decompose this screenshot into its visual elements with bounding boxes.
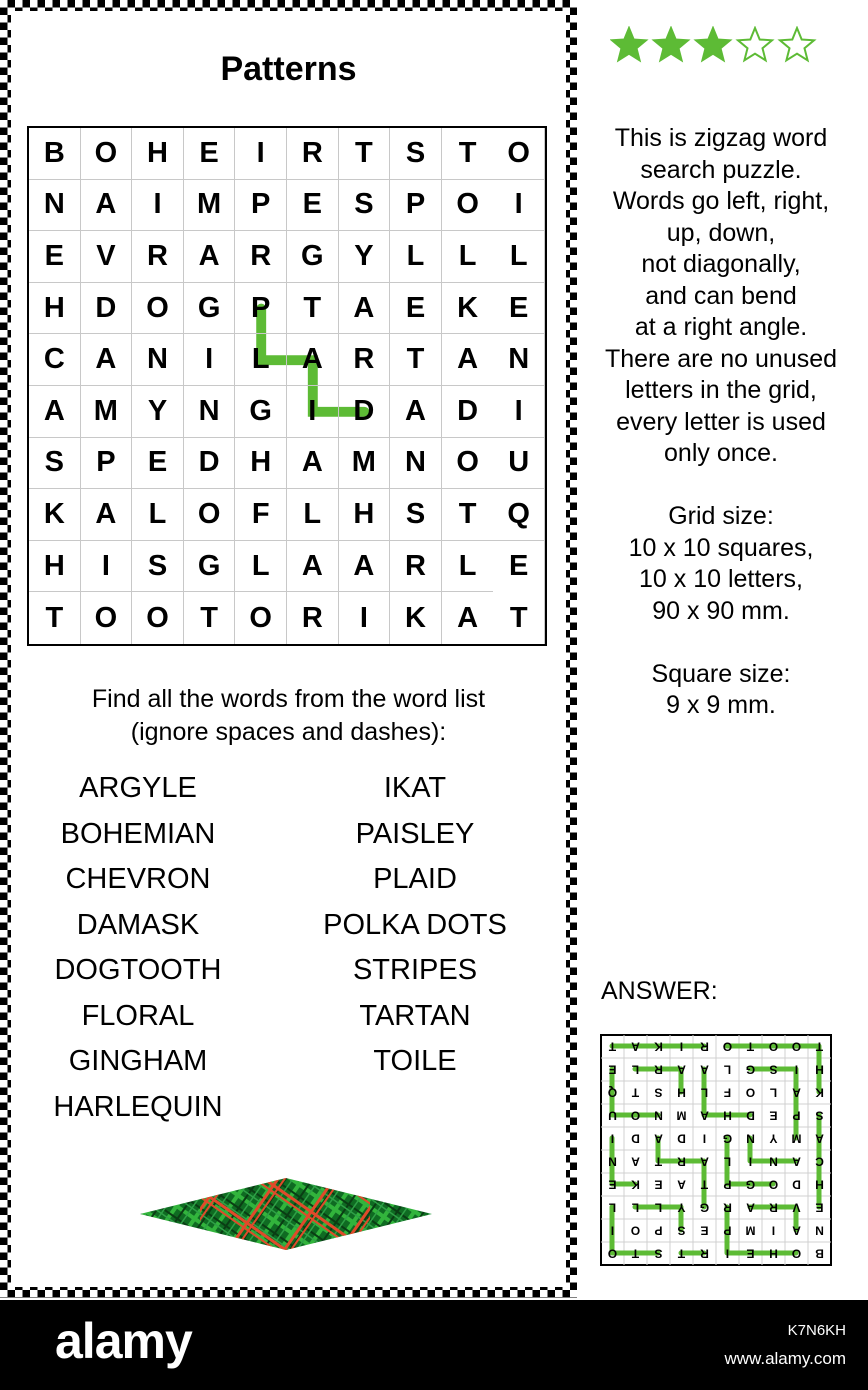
- word-list-item: TARTAN: [359, 999, 471, 1032]
- answer-cell-letter: B: [815, 1246, 824, 1261]
- answer-cell-letter: O: [791, 1039, 802, 1054]
- answer-cell-letter: A: [677, 1062, 686, 1077]
- answer-cell-letter: S: [769, 1062, 778, 1077]
- grid-cell[interactable]: S: [390, 128, 442, 180]
- grid-cell[interactable]: T: [442, 128, 494, 180]
- answer-cell-letter: L: [723, 1154, 732, 1169]
- grid-cell[interactable]: O: [493, 128, 545, 180]
- grid-cell[interactable]: G: [184, 541, 236, 593]
- grid-cell[interactable]: A: [81, 489, 133, 541]
- answer-cell-letter: K: [631, 1177, 640, 1192]
- grid-cell[interactable]: A: [390, 386, 442, 438]
- grid-cell[interactable]: E: [390, 283, 442, 335]
- answer-cell-letter: R: [769, 1200, 778, 1215]
- answer-cell-letter: L: [631, 1200, 640, 1215]
- difficulty-rating: [610, 26, 822, 71]
- star-filled-icon: [612, 28, 646, 60]
- answer-cell-letter: T: [746, 1039, 755, 1054]
- rules-line: 90 x 90 mm.: [652, 596, 790, 625]
- answer-cell-letter: I: [748, 1154, 753, 1169]
- grid-cell[interactable]: Y: [132, 386, 184, 438]
- grid-cell[interactable]: K: [442, 283, 494, 335]
- grid-cell[interactable]: A: [184, 231, 236, 283]
- answer-cell-letter: E: [608, 1177, 617, 1192]
- rules-line: search puzzle.: [640, 155, 802, 184]
- answer-cell-letter: C: [815, 1154, 824, 1169]
- answer-cell-letter: Y: [769, 1131, 778, 1146]
- grid-cell[interactable]: T: [287, 283, 339, 335]
- grid-cell[interactable]: P: [81, 438, 133, 490]
- word-list-item: HARLEQUIN: [53, 1090, 223, 1123]
- grid-cell[interactable]: K: [390, 592, 442, 644]
- answer-cell-letter: N: [815, 1223, 824, 1238]
- answer-cell-letter: E: [700, 1223, 709, 1238]
- rules-line: Words go left, right,: [612, 187, 830, 215]
- grid-cell[interactable]: Y: [339, 231, 391, 283]
- answer-cell-letter: M: [676, 1108, 687, 1123]
- grid-cell[interactable]: R: [339, 334, 391, 386]
- grid-cell[interactable]: F: [235, 489, 287, 541]
- answer-cell-letter: N: [746, 1131, 755, 1146]
- answer-cell-letter: Y: [677, 1200, 686, 1215]
- grid-cell[interactable]: S: [390, 489, 442, 541]
- rules-line: 10 x 10 letters,: [639, 565, 803, 593]
- answer-cell-letter: O: [791, 1246, 802, 1261]
- word-list-item: TOILE: [373, 1045, 457, 1077]
- grid-cell[interactable]: L: [442, 541, 494, 593]
- answer-cell-letter: R: [700, 1039, 709, 1054]
- answer-cell-letter: V: [792, 1200, 801, 1215]
- grid-cell[interactable]: E: [132, 438, 184, 490]
- grid-cell[interactable]: L: [442, 231, 494, 283]
- puzzle-title: Patterns: [220, 50, 357, 88]
- grid-cell[interactable]: E: [184, 128, 236, 180]
- answer-cell-letter: T: [654, 1154, 663, 1169]
- grid-cell[interactable]: A: [287, 334, 339, 386]
- answer-cell-letter: O: [607, 1246, 618, 1261]
- answer-cell-letter: A: [700, 1154, 709, 1169]
- grid-cell[interactable]: A: [442, 334, 494, 386]
- grid-cell[interactable]: D: [81, 283, 133, 335]
- answer-cell-letter: S: [654, 1246, 663, 1261]
- answer-cell-letter: S: [677, 1223, 686, 1238]
- answer-cell-letter: N: [608, 1154, 617, 1169]
- word-list-item: PLAID: [305, 857, 525, 903]
- grid-cell[interactable]: O: [442, 180, 494, 232]
- grid-cell[interactable]: A: [339, 283, 391, 335]
- grid-cell[interactable]: B: [29, 128, 81, 180]
- answer-cell-letter: H: [723, 1108, 732, 1123]
- answer-cell-letter: L: [723, 1062, 732, 1077]
- answer-cell-letter: I: [610, 1223, 615, 1238]
- answer-cell-letter: H: [769, 1246, 778, 1261]
- answer-cell-letter: I: [725, 1246, 730, 1261]
- grid-cell[interactable]: M: [81, 386, 133, 438]
- star-empty-icon: [780, 28, 814, 60]
- word-list-item: CHEVRON: [65, 863, 211, 895]
- answer-cell-letter: M: [745, 1223, 756, 1238]
- answer-cell-letter: D: [677, 1131, 686, 1146]
- watermark-image-id: K7N6KH: [787, 1322, 846, 1339]
- answer-cell-letter: A: [746, 1200, 755, 1215]
- grid-cell[interactable]: H: [132, 128, 184, 180]
- answer-grid-image: [600, 1034, 832, 1266]
- answer-cell-letter: G: [745, 1062, 756, 1077]
- word-list-item: IKAT: [383, 772, 447, 804]
- grid-cell[interactable]: T: [493, 592, 545, 644]
- answer-cell-letter: M: [791, 1131, 802, 1146]
- answer-cell-letter: A: [654, 1131, 663, 1146]
- grid-cell[interactable]: D: [184, 438, 236, 490]
- answer-cell-letter: G: [722, 1131, 733, 1146]
- answer-cell-letter: E: [654, 1177, 663, 1192]
- grid-cell[interactable]: H: [235, 438, 287, 490]
- answer-cell-letter: D: [631, 1131, 640, 1146]
- grid-cell[interactable]: E: [29, 231, 81, 283]
- word-list-item: BOHEMIAN: [60, 817, 216, 850]
- word-list-item: PAISLEY: [355, 817, 475, 850]
- grid-cell[interactable]: N: [132, 334, 184, 386]
- grid-cell[interactable]: R: [287, 128, 339, 180]
- grid-cell[interactable]: N: [390, 438, 442, 490]
- answer-cell-letter: D: [792, 1177, 801, 1192]
- grid-cell[interactable]: D: [339, 386, 391, 438]
- grid-cell[interactable]: T: [339, 128, 391, 180]
- grid-cell[interactable]: R: [287, 592, 339, 644]
- grid-cell[interactable]: E: [493, 541, 545, 593]
- grid-cell[interactable]: H: [29, 541, 81, 593]
- grid-cell[interactable]: T: [442, 489, 494, 541]
- grid-cell[interactable]: P: [390, 180, 442, 232]
- answer-cell-letter: R: [677, 1154, 686, 1169]
- answer-cell-letter: K: [654, 1039, 663, 1054]
- instructions-line-1: Find all the words from the word list: [91, 685, 486, 713]
- answer-cell-letter: E: [746, 1246, 755, 1261]
- rules-text: [588, 123, 854, 722]
- grid-cell[interactable]: H: [29, 283, 81, 335]
- instructions-line-2: (ignore spaces and dashes):: [130, 718, 447, 746]
- grid-cell[interactable]: A: [287, 438, 339, 490]
- rules-line: There are no unused: [604, 344, 838, 373]
- rules-line: at a right angle.: [634, 313, 808, 341]
- grid-cell[interactable]: S: [339, 180, 391, 232]
- rules-line: every letter is used: [616, 407, 826, 436]
- answer-cell-letter: A: [792, 1223, 801, 1238]
- answer-cell-letter: F: [723, 1085, 732, 1100]
- answer-cell-letter: A: [815, 1131, 824, 1146]
- rules-line: only once.: [664, 439, 778, 467]
- rules-line: 10 x 10 squares,: [628, 533, 814, 562]
- grid-cell[interactable]: A: [29, 386, 81, 438]
- answer-cell-letter: O: [722, 1039, 733, 1054]
- answer-cell-letter: T: [677, 1246, 686, 1261]
- answer-cell-letter: O: [768, 1039, 779, 1054]
- grid-cell[interactable]: A: [339, 541, 391, 593]
- grid-cell[interactable]: N: [29, 180, 81, 232]
- grid-cell[interactable]: R: [132, 231, 184, 283]
- rules-line: Grid size:: [668, 502, 774, 530]
- word-list-item: STRIPES: [352, 954, 478, 986]
- grid-cell[interactable]: H: [339, 489, 391, 541]
- grid-cell[interactable]: G: [235, 386, 287, 438]
- answer-cell-letter: A: [700, 1108, 709, 1123]
- word-list-item: GINGHAM: [68, 1045, 208, 1077]
- rules-line: letters in the grid,: [625, 376, 817, 404]
- answer-cell-letter: N: [769, 1154, 778, 1169]
- answer-cell-letter: L: [700, 1085, 709, 1100]
- grid-cell[interactable]: G: [287, 231, 339, 283]
- word-list-item: DAMASK: [76, 908, 200, 941]
- answer-cell-letter: T: [631, 1246, 640, 1261]
- grid-cell[interactable]: L: [235, 541, 287, 593]
- answer-cell-letter: S: [815, 1108, 824, 1123]
- answer-cell-letter: T: [815, 1039, 824, 1054]
- answer-cell-letter: N: [654, 1108, 663, 1123]
- answer-cell-letter: I: [794, 1062, 799, 1077]
- rules-line: Square size:: [651, 659, 791, 688]
- answer-cell-letter: S: [654, 1085, 663, 1100]
- grid-cell[interactable]: I: [339, 592, 391, 644]
- rules-line: not diagonally,: [641, 250, 801, 278]
- answer-cell-letter: L: [631, 1062, 640, 1077]
- answer-label: ANSWER:: [601, 977, 718, 1005]
- answer-cell-letter: T: [608, 1039, 617, 1054]
- grid-cell[interactable]: G: [184, 283, 236, 335]
- answer-cell-letter: P: [723, 1177, 732, 1192]
- rules-line: [588, 627, 854, 659]
- grid-cell[interactable]: M: [339, 438, 391, 490]
- watermark-url: www.alamy.com: [724, 1349, 846, 1368]
- tartan-swatch-image: [140, 1178, 432, 1250]
- grid-cell[interactable]: O: [81, 128, 133, 180]
- answer-cell-letter: I: [702, 1131, 707, 1146]
- answer-cell-letter: R: [700, 1246, 709, 1261]
- word-list-right: [305, 766, 525, 1085]
- answer-cell-letter: A: [792, 1154, 801, 1169]
- word-list-item: POLKA DOTS: [323, 908, 507, 941]
- grid-cell[interactable]: S: [132, 541, 184, 593]
- grid-cell[interactable]: R: [390, 541, 442, 593]
- grid-cell[interactable]: O: [81, 592, 133, 644]
- word-list-left: [28, 766, 248, 1130]
- word-list-item: ARGYLE: [79, 772, 197, 804]
- instructions: [20, 683, 557, 749]
- grid-cell[interactable]: L: [493, 231, 545, 283]
- grid-cell[interactable]: I: [493, 386, 545, 438]
- answer-cell-letter: U: [608, 1108, 617, 1123]
- answer-cell-letter: A: [792, 1085, 801, 1100]
- grid-cell[interactable]: Q: [493, 489, 545, 541]
- grid-cell[interactable]: L: [235, 334, 287, 386]
- answer-cell-letter: R: [723, 1200, 732, 1215]
- answer-cell-letter: G: [745, 1177, 756, 1192]
- grid-cell[interactable]: D: [442, 386, 494, 438]
- grid-cell[interactable]: S: [29, 438, 81, 490]
- grid-cell[interactable]: T: [184, 592, 236, 644]
- answer-cell-letter: A: [631, 1154, 640, 1169]
- word-list-item: FLORAL: [81, 999, 195, 1032]
- grid-cell[interactable]: L: [132, 489, 184, 541]
- word-list-item: DOGTOOTH: [54, 954, 222, 986]
- grid-cell[interactable]: U: [493, 438, 545, 490]
- grid-cell[interactable]: L: [287, 489, 339, 541]
- rules-line: [588, 470, 854, 502]
- answer-cell-letter: P: [723, 1223, 732, 1238]
- grid-cell[interactable]: L: [390, 231, 442, 283]
- answer-cell-letter: A: [677, 1177, 686, 1192]
- grid-cell[interactable]: V: [81, 231, 133, 283]
- answer-cell-letter: H: [677, 1085, 686, 1100]
- answer-cell-letter: A: [631, 1039, 640, 1054]
- answer-cell-letter: Q: [607, 1085, 618, 1100]
- rules-line: This is zigzag word: [614, 124, 828, 152]
- answer-cell-letter: O: [768, 1177, 779, 1192]
- grid-cell[interactable]: K: [29, 489, 81, 541]
- grid-cell[interactable]: I: [493, 180, 545, 232]
- grid-cell[interactable]: E: [493, 283, 545, 335]
- answer-cell-letter: L: [769, 1085, 778, 1100]
- grid-cell[interactable]: A: [81, 180, 133, 232]
- answer-cell-letter: R: [654, 1062, 663, 1077]
- grid-cell[interactable]: I: [235, 128, 287, 180]
- grid-cell[interactable]: P: [235, 283, 287, 335]
- grid-cell[interactable]: T: [29, 592, 81, 644]
- word-search-grid[interactable]: [27, 126, 547, 646]
- grid-cell[interactable]: M: [184, 180, 236, 232]
- star-filled-icon: [696, 28, 730, 60]
- star-empty-icon: [738, 28, 772, 60]
- grid-cell[interactable]: O: [132, 592, 184, 644]
- grid-cell[interactable]: C: [29, 334, 81, 386]
- answer-cell-letter: H: [815, 1062, 824, 1077]
- grid-cell[interactable]: O: [235, 592, 287, 644]
- answer-cell-letter: E: [815, 1200, 824, 1215]
- grid-cell[interactable]: R: [235, 231, 287, 283]
- answer-cell-letter: L: [608, 1200, 617, 1215]
- grid-cell[interactable]: P: [235, 180, 287, 232]
- answer-cell-letter: K: [815, 1085, 824, 1100]
- grid-cell[interactable]: T: [390, 334, 442, 386]
- answer-cell-letter: P: [654, 1223, 663, 1238]
- answer-cell-letter: A: [700, 1062, 709, 1077]
- grid-cell[interactable]: I: [184, 334, 236, 386]
- answer-cell-letter: I: [679, 1039, 684, 1054]
- answer-cell-letter: I: [610, 1131, 615, 1146]
- answer-cell-letter: T: [700, 1177, 709, 1192]
- grid-cell[interactable]: O: [442, 438, 494, 490]
- rules-line: and can bend: [645, 281, 797, 310]
- answer-cell-letter: O: [630, 1108, 641, 1123]
- answer-cell-letter: D: [746, 1108, 755, 1123]
- grid-cell[interactable]: A: [81, 334, 133, 386]
- grid-cell[interactable]: I: [132, 180, 184, 232]
- answer-cell-letter: E: [769, 1108, 778, 1123]
- grid-cell[interactable]: I: [81, 541, 133, 593]
- rules-line: up, down,: [666, 218, 776, 247]
- grid-cell[interactable]: N: [493, 334, 545, 386]
- grid-cell[interactable]: E: [287, 180, 339, 232]
- grid-cell[interactable]: A: [287, 541, 339, 593]
- answer-cell-letter: T: [631, 1085, 640, 1100]
- answer-cell-letter: P: [792, 1108, 801, 1123]
- rules-line: 9 x 9 mm.: [666, 691, 776, 719]
- answer-cell-letter: G: [699, 1200, 710, 1215]
- watermark-logo: alamy: [55, 1313, 192, 1369]
- answer-cell-letter: O: [630, 1223, 641, 1238]
- grid-cell[interactable]: O: [184, 489, 236, 541]
- answer-cell-letter: L: [654, 1200, 663, 1215]
- answer-cell-letter: H: [815, 1177, 824, 1192]
- grid-cell[interactable]: N: [184, 386, 236, 438]
- grid-cell[interactable]: A: [457, 601, 479, 634]
- answer-cell-letter: I: [771, 1223, 776, 1238]
- grid-cell[interactable]: I: [287, 386, 339, 438]
- grid-cell[interactable]: O: [132, 283, 184, 335]
- answer-cell-letter: E: [608, 1062, 617, 1077]
- star-filled-icon: [654, 28, 688, 60]
- answer-cell-letter: O: [745, 1085, 756, 1100]
